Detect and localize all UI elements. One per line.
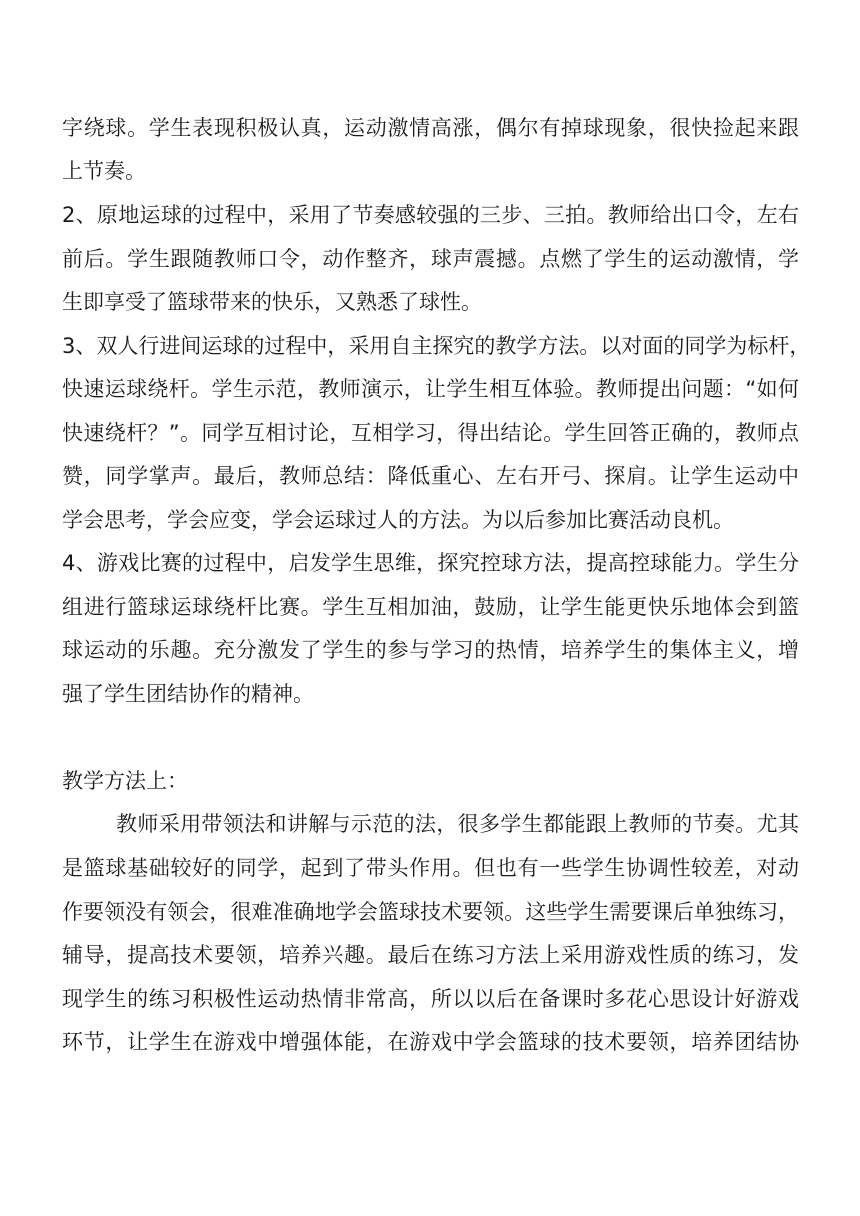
paragraph-line: 2、原地运球的过程中，采用了节奏感较强的三步、三拍。教师给出口令，左右	[62, 203, 799, 227]
paragraph-line: 字绕球。学生表现积极认真，运动激情高涨，偶尔有掉球现象，很快捡起来跟	[62, 116, 799, 140]
paragraph-line: 现学生的练习积极性运动热情非常高，所以以后在备课时多花心思设计好游戏	[62, 987, 799, 1011]
paragraph-line: 环节，让学生在游戏中增强体能，在游戏中学会篮球的技术要领，培养团结协	[62, 1030, 799, 1054]
paragraph-line: 上节奏。	[62, 159, 146, 183]
paragraph-line: 快速绕杆？”。同学互相讨论，互相学习，得出结论。学生回答正确的，教师点	[62, 421, 799, 445]
paragraph-line: 球运动的乐趣。充分激发了学生的参与学习的热情，培养学生的集体主义，增	[62, 638, 799, 662]
paragraph-line: 作要领没有领会，很难准确地学会篮球技术要领。这些学生需要课后单独练习，	[62, 900, 799, 924]
paragraph-line: 教师采用带领法和讲解与示范的法，很多学生都能跟上教师的节奏。尤其	[116, 812, 799, 836]
paragraph-line: 快速运球绕杆。学生示范，教师演示，让学生相互体验。教师提出问题：“如何	[62, 377, 799, 401]
paragraph-line: 学会思考，学会应变，学会运球过人的方法。为以后参加比赛活动良机。	[62, 508, 734, 532]
paragraph-line: 前后。学生跟随教师口令，动作整齐，球声震撼。点燃了学生的运动激情，学	[62, 247, 799, 271]
paragraph-line: 是篮球基础较好的同学，起到了带头作用。但也有一些学生协调性较差，对动	[62, 856, 799, 880]
paragraph-line: 强了学生团结协作的精神。	[62, 682, 314, 706]
paragraph-line: 辅导，提高技术要领，培养兴趣。最后在练习方法上采用游戏性质的练习，发	[62, 943, 799, 967]
paragraph-line: 生即享受了篮球带来的快乐，又熟悉了球性。	[62, 290, 482, 314]
paragraph-line: 组进行篮球运球绕杆比赛。学生互相加油，鼓励，让学生能更快乐地体会到篮	[62, 595, 799, 619]
section-heading: 教学方法上：	[62, 769, 188, 793]
paragraph-line: 3、双人行进间运球的过程中，采用自主探究的教学方法。以对面的同学为标杆，	[62, 334, 811, 358]
paragraph-line: 4、游戏比赛的过程中，启发学生思维，探究控球方法，提高控球能力。学生分	[62, 551, 799, 575]
paragraph-line: 赞，同学掌声。最后，教师总结：降低重心、左右开弓、探肩。让学生运动中	[62, 464, 799, 488]
